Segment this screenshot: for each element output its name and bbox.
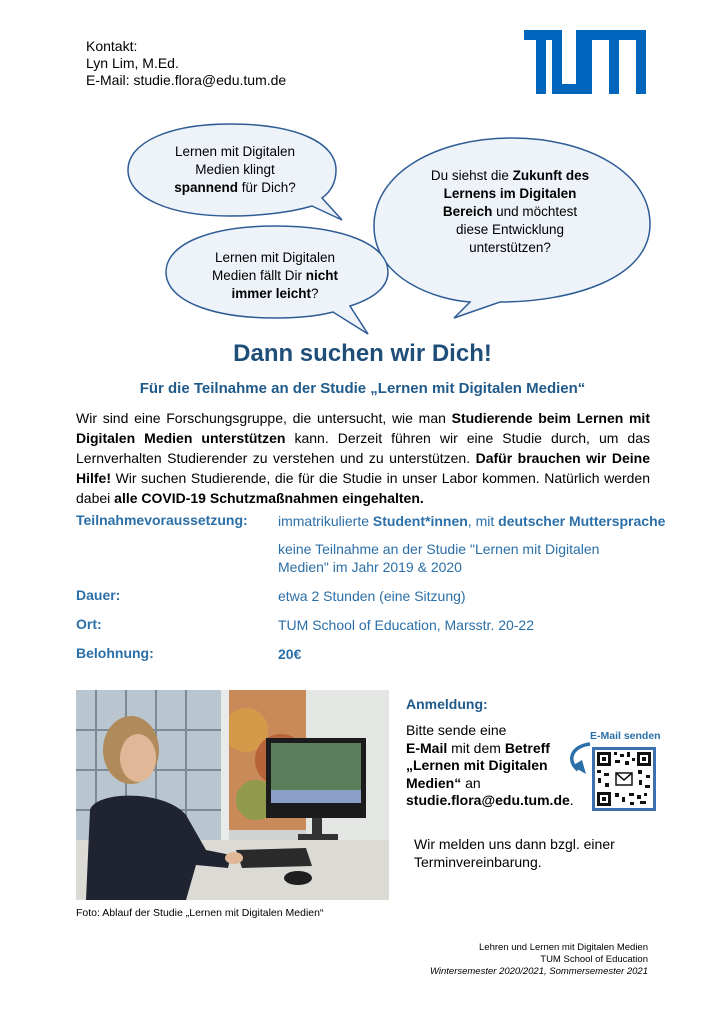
duration-value: etwa 2 Stunden (eine Sitzung): [278, 588, 466, 604]
email-send-label[interactable]: E-Mail senden: [590, 730, 661, 742]
photo-caption: Foto: Ablauf der Studie „Lernen mit Digitalen Medien“: [76, 907, 324, 919]
subheadline: Für die Teilnahme an der Studie „Lernen mit Digitalen Medien“: [139, 380, 586, 397]
location-label: Ort:: [76, 616, 102, 632]
registration-email[interactable]: studie.flora@edu.tum.de: [406, 792, 570, 808]
footer: [430, 942, 648, 978]
footer-line-3: Wintersemester 2020/2021, Sommersemester 2021: [430, 966, 648, 977]
headline: Dann suchen wir Dich!: [233, 340, 492, 367]
confirmation-text: Wir melden uns dann bzgl. einer Terminvereinbarung.: [414, 836, 615, 870]
study-photo: [76, 690, 389, 900]
registration-instructions: Bitte sende eine E-Mail mit dem Betreff „Lernen mit Digitalen Medien“ an studie.flora@edu.tum.de.: [406, 722, 574, 808]
reward-label: Belohnung:: [76, 645, 154, 661]
registration-title: Anmeldung:: [406, 696, 488, 712]
requirements-label: Teilnahmevoraussetzung:: [76, 512, 248, 528]
intro-paragraph: Wir sind eine Forschungsgruppe, die untersucht, wie man Studierende beim Lernen mit Digitalen Medien unterstützen kann. Derzeit führen wir eine Studie durch, um das Lernverhalten Studierender zu verstehen und zu unterstützen. Dafür brauchen wir Deine Hilfe! Wir suchen Studierende, die für die Studie in unser Labor kommen. Natürlich werden dabei alle COVID-19 Schutzmaßnahmen eingehalten.: [76, 410, 651, 506]
email-qr-code[interactable]: [592, 747, 656, 811]
speech-bubbles: [0, 0, 725, 340]
footer-line-1: Lehren und Lernen mit Digitalen Medien: [479, 942, 648, 953]
reward-value: 20€: [278, 646, 302, 662]
contact-label: Kontakt:: [86, 38, 138, 54]
duration-label: Dauer:: [76, 587, 121, 603]
requirements-value-2: keine Teilnahme an der Studie "Lernen mit Digitalen Medien" im Jahr 2019 & 2020: [278, 541, 600, 575]
footer-line-2: TUM School of Education: [540, 954, 648, 965]
requirements-value-1: immatrikulierte Student*innen, mit deutscher Muttersprache: [278, 513, 666, 529]
contact-email: E-Mail: studie.flora@edu.tum.de: [86, 72, 287, 88]
bubble-1-text: Lernen mit Digitalen Medien klingt spannend für Dich?: [174, 144, 296, 195]
bubble-2-text: Lernen mit Digitalen Medien fällt Dir nicht immer leicht?: [211, 250, 339, 301]
contact-name: Lyn Lim, M.Ed.: [86, 55, 179, 71]
bubble-3-text: Du siehst die Zukunft des Lernens im Digitalen Bereich und möchtest diese Entwicklung unterstützen?: [430, 168, 590, 255]
location-value: TUM School of Education, Marsstr. 20-22: [278, 617, 534, 633]
